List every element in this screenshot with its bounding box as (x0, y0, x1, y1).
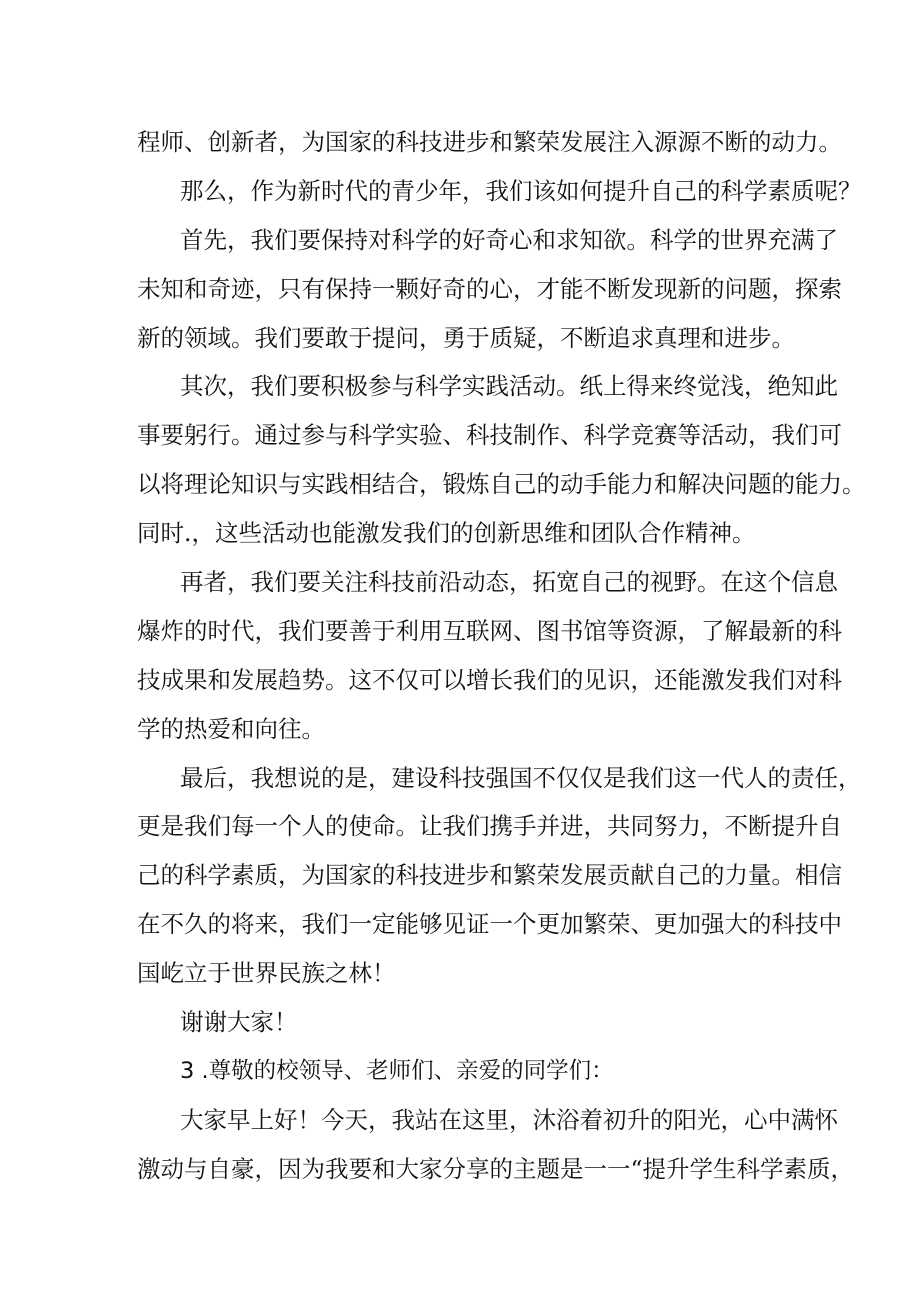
text-line: 其次，我们要积极参与科学实践活动。纸上得来终觉浅，绝知此 (180, 372, 838, 401)
text-line: 激动与自豪，因为我要和大家分享的主题是一一“提升学生科学素质， (137, 1154, 855, 1183)
text-line: 谢谢大家！ (180, 1008, 298, 1037)
text-line: 最后，我想说的是，建设科技强国不仅仅是我们这一代人的责任， (180, 763, 862, 792)
text-line: 己的科学素质，为国家的科技进步和繁荣发展贡献自己的力量。相信 (137, 861, 842, 890)
text-line: 爆炸的时代，我们要善于利用互联网、图书馆等资源，了解最新的科 (137, 616, 842, 645)
text-line: 以将理论知识与实践相结合，锻炼自己的动手能力和解决问题的能力。 (137, 470, 866, 499)
text-line: 大家早上好！今天，我站在这里，沐浴着初升的阳光，心中满怀 (180, 1105, 838, 1134)
text-line: 事要躬行。通过参与科学实验、科技制作、科学竞赛等活动，我们可 (137, 421, 842, 450)
section-heading: 3 .尊敬的校领导、老师们、亲爱的同学们： (180, 1057, 614, 1084)
text-line: 国屹立于世界民族之林！ (137, 959, 396, 988)
text-line: 更是我们每一个人的使命。让我们携手并进，共同努力，不断提升自 (137, 812, 842, 841)
text-line: 那么，作为新时代的青少年，我们该如何提升自己的科学素质呢？ (180, 176, 862, 205)
text-line: 在不久的将来，我们一定能够见证一个更加繁荣、更加强大的科技中 (137, 910, 842, 939)
text-line: 新的领域。我们要敢于提问，勇于质疑，不断追求真理和进步。 (137, 323, 795, 352)
text-line: 学的热爱和向往。 (137, 714, 325, 743)
text-line: 首先，我们要保持对科学的好奇心和求知欲。科学的世界充满了 (180, 225, 838, 254)
text-line: 同时.，这些活动也能激发我们的创新思维和团队合作精神。 (137, 519, 756, 548)
document-body (137, 118, 866, 1194)
text-line: 未知和奇迹，只有保持一颗好奇的心，才能不断发现新的问题，探索 (137, 274, 842, 303)
text-line: 再者，我们要关注科技前沿动态，拓宽自己的视野。在这个信息 (180, 568, 838, 597)
text-line: 程师、创新者，为国家的科技进步和繁荣发展注入源源不断的动力。 (137, 128, 842, 156)
text-line: 技成果和发展趋势。这不仅可以增长我们的见识，还能激发我们对科 (137, 665, 842, 694)
